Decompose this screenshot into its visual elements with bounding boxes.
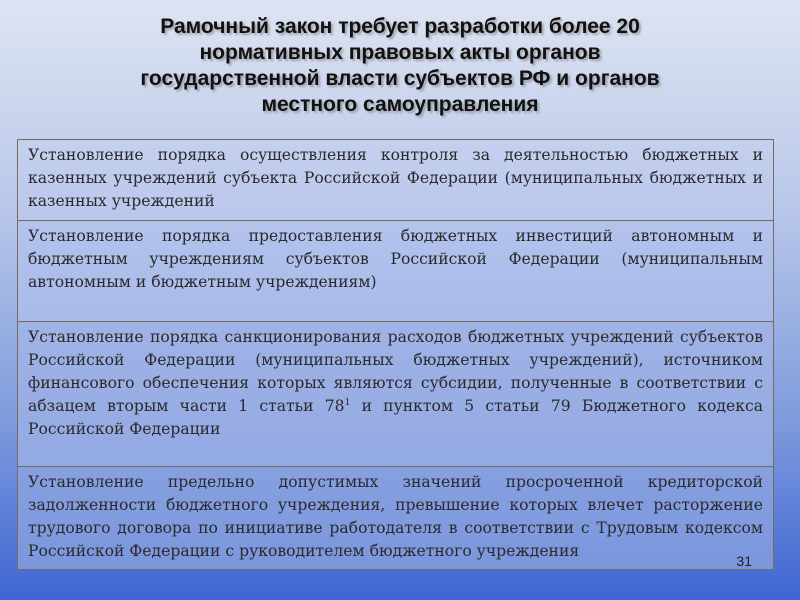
row-text-investments: Установление порядка предоставления бюджетных инвестиций автономным и бюджетным учреждениям субъектов Российской Федерации (муниципальным автономным и бюджетным учреждениям) xyxy=(18,221,774,322)
slide-title xyxy=(40,14,760,118)
row-cell-sanctioning xyxy=(18,322,774,467)
requirements-table xyxy=(17,139,774,570)
title-line-2: нормативных правовых акты органов xyxy=(199,41,601,64)
table-row xyxy=(18,140,774,221)
table-row xyxy=(18,322,774,467)
page-number: 31 xyxy=(736,553,752,569)
title-line-1: Рамочный закон требует разработки более 20 xyxy=(160,15,640,38)
table-row xyxy=(18,467,774,570)
title-line-3: государственной власти субъектов РФ и органов xyxy=(140,67,660,90)
row-text-sanctioning-end: и пунктом 5 статьи 79 Бюджетного кодекса Российской Федерации xyxy=(28,397,764,438)
table-row xyxy=(18,221,774,322)
row-text-debt-limits: Установление предельно допустимых значений просроченной кредиторской задолженности бюджетного учреждения, превышение которых влечет расторжение трудового договора по инициативе работодателя в соответствии с Трудовым кодексом Российской Федерации с руководителем бюджетного учреждения xyxy=(18,467,774,570)
title-line-4: местного самоуправления xyxy=(261,93,539,116)
row-text-control: Установление порядка осуществления контроля за деятельностью бюджетных и казенных учреждений субъекта Российской Федерации (муниципальных бюджетных и казенных учреждений xyxy=(18,140,774,221)
row-text-sanctioning-start: Установление порядка санкционирования расходов бюджетных учреждений субъектов Российской Федерации (муниципальных бюджетных учреждений), источником финансового обеспечения которых являются субсидии, полученные в соответствии с абзацем вторым части 1 статьи 78 xyxy=(28,328,763,415)
article-superscript: 1 xyxy=(344,397,351,408)
